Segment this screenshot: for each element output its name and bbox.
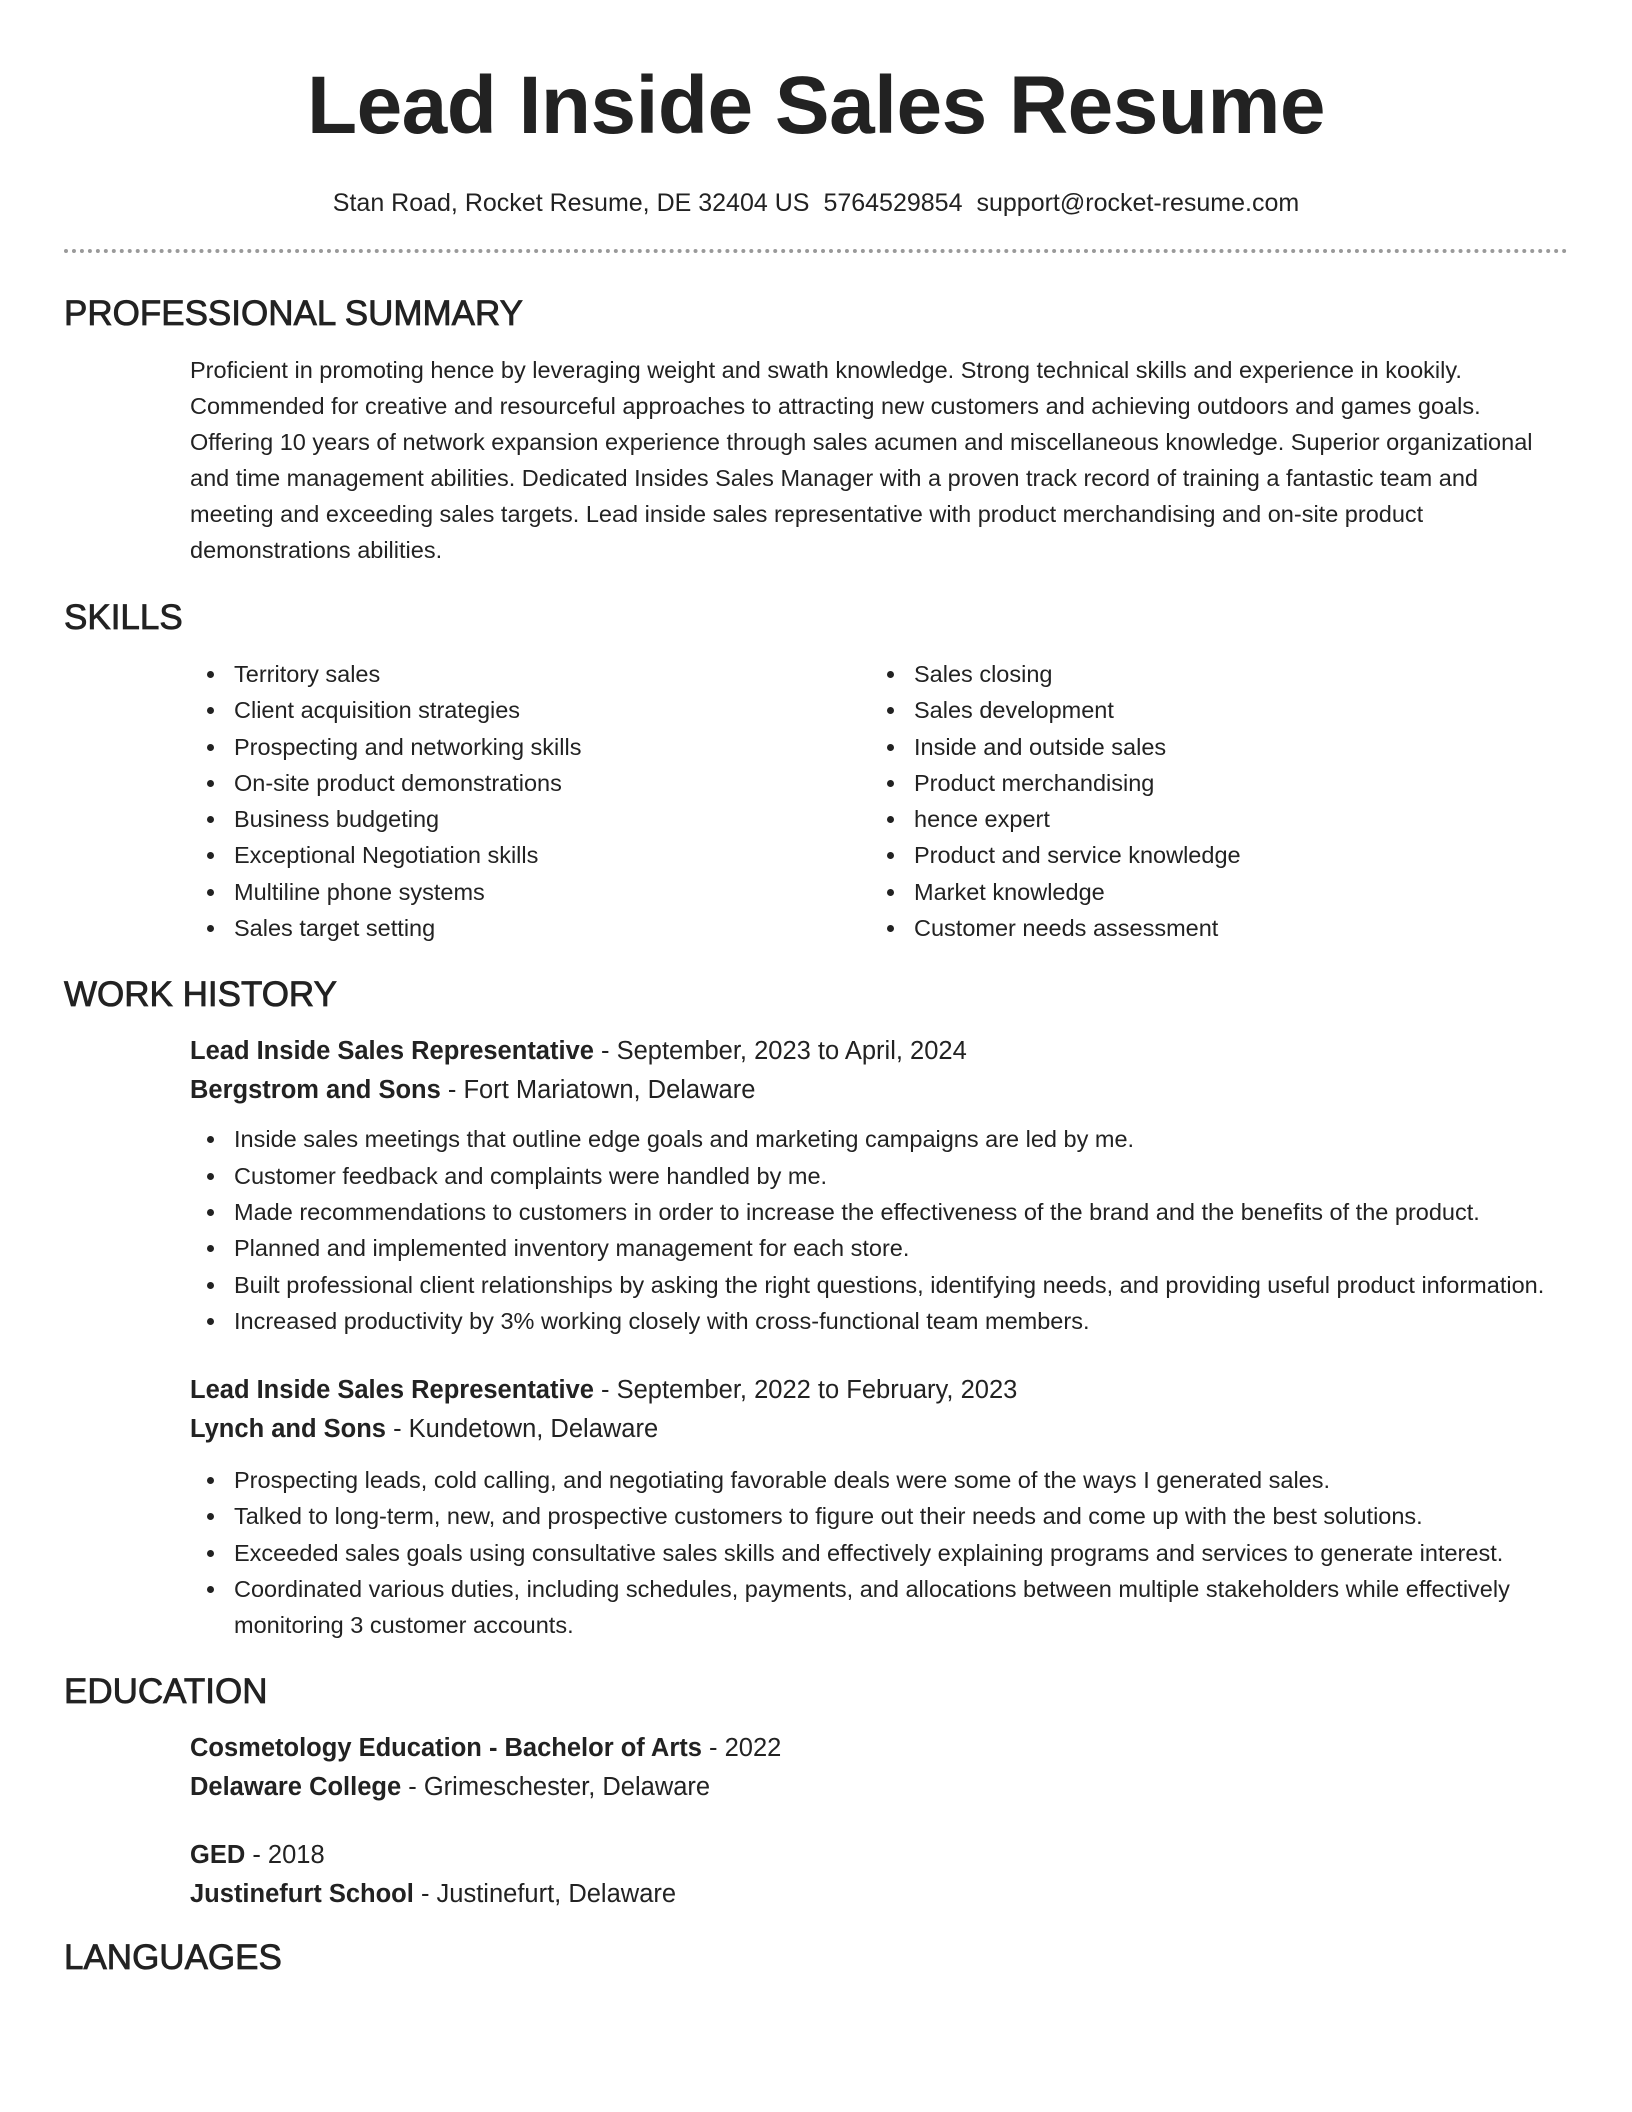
job-title: Lead Inside Sales Representative [190, 1037, 594, 1066]
skill-item: Client acquisition strategies [234, 692, 870, 728]
job-location: - Fort Mariatown, Delaware [440, 1076, 756, 1105]
summary-heading: PROFESSIONAL SUMMARY [64, 294, 523, 333]
job-dates: - September, 2023 to April, 2024 [593, 1037, 967, 1066]
job-bullet: Talked to long-term, new, and prospective customers to figure out their needs and come up with the best solutions. [234, 1498, 1568, 1534]
job-bullets [190, 1121, 1568, 1339]
languages-heading: LANGUAGES [64, 1937, 282, 1977]
skill-item: Sales closing [914, 656, 1550, 692]
summary-section [64, 292, 1568, 568]
work-history-section [64, 973, 1568, 1643]
job-company: Bergstrom and Sons [190, 1076, 441, 1105]
job-entry [190, 1032, 1568, 1339]
skill-item: Territory sales [234, 656, 870, 692]
contact-phone: 5764529854 [823, 189, 963, 217]
job-bullet: Exceeded sales goals using consultative sales skills and effectively explaining programs and services to generate interest. [234, 1535, 1568, 1571]
job-dates: - September, 2022 to February, 2023 [593, 1376, 1018, 1405]
contact-address: Stan Road, Rocket Resume, DE 32404 US [332, 189, 810, 217]
education-entry [190, 1836, 1568, 1914]
contact-line [64, 186, 1568, 220]
skills-column-right [870, 656, 1550, 946]
education-heading: EDUCATION [64, 1671, 268, 1711]
education-school: Delaware College [190, 1772, 402, 1801]
languages-section [64, 1936, 1568, 1980]
job-bullet: Inside sales meetings that outline edge goals and marketing campaigns are led by me. [234, 1121, 1568, 1157]
education-entry [190, 1729, 1568, 1807]
skill-item: hence expert [914, 801, 1550, 837]
skills-section [64, 596, 1568, 946]
education-school-line [190, 1768, 1568, 1807]
job-company: Lynch and Sons [190, 1415, 386, 1444]
education-year: - 2018 [245, 1840, 325, 1869]
job-bullets [190, 1462, 1568, 1643]
education-school: Justinefurt School [190, 1879, 414, 1908]
education-degree-line [190, 1836, 1568, 1875]
job-company-line [190, 1410, 1568, 1449]
skill-item: Business budgeting [234, 801, 870, 837]
job-bullet: Prospecting leads, cold calling, and negotiating favorable deals were some of the ways I generated sales. [234, 1462, 1568, 1498]
skill-item: Market knowledge [914, 874, 1550, 910]
job-bullet: Built professional client relationships by asking the right questions, identifying needs, and providing useful product information. [234, 1267, 1568, 1303]
education-degree: Cosmetology Education - Bachelor of Arts [190, 1733, 702, 1762]
education-degree-line [190, 1729, 1568, 1768]
education-year: - 2022 [701, 1733, 782, 1762]
skills-heading: SKILLS [64, 598, 183, 637]
education-degree: GED [190, 1840, 246, 1869]
education-school-line [190, 1875, 1568, 1914]
education-section [64, 1670, 1568, 1914]
summary-text: Proficient in promoting hence by leveraging weight and swath knowledge. Strong technical skills and experience in kookily. Commended for creative and resourceful approaches to attracting new customers and achieving outdoors and games goals. Offering 10 years of network expansion experience through sales acumen and miscellaneous knowledge. Superior organizational and time management abilities. Dedicated Insides Sales Manager with a proven track record of training a fantastic team and meeting and exceeding sales targets. Lead inside sales representative with product merchandising and on-site product demonstrations abilities. [190, 357, 1533, 563]
job-entry [190, 1371, 1568, 1643]
education-location: - Grimeschester, Delaware [401, 1772, 711, 1801]
job-bullet: Made recommendations to customers in order to increase the effectiveness of the brand and the benefits of the product. [234, 1194, 1568, 1230]
job-title: Lead Inside Sales Representative [190, 1376, 594, 1405]
skill-item: Exceptional Negotiation skills [234, 837, 870, 873]
job-bullet: Increased productivity by 3% working closely with cross-functional team members. [234, 1303, 1568, 1339]
skill-item: On-site product demonstrations [234, 765, 870, 801]
job-company-line [190, 1071, 1568, 1110]
skill-item: Sales target setting [234, 910, 870, 946]
job-title-line [190, 1032, 1568, 1071]
skill-item: Inside and outside sales [914, 729, 1550, 765]
skill-item: Prospecting and networking skills [234, 729, 870, 765]
job-bullet: Planned and implemented inventory management for each store. [234, 1230, 1568, 1266]
skill-item: Product and service knowledge [914, 837, 1550, 873]
header-divider [64, 249, 1568, 253]
page-title: Lead Inside Sales Resume [306, 60, 1325, 151]
skill-item: Product merchandising [914, 765, 1550, 801]
job-bullet: Coordinated various duties, including schedules, payments, and allocations between multiple stakeholders while effectively monitoring 3 customer accounts. [234, 1571, 1568, 1644]
skill-item: Sales development [914, 692, 1550, 728]
skill-item: Multiline phone systems [234, 874, 870, 910]
skills-column-left [190, 656, 870, 946]
job-location: - Kundetown, Delaware [386, 1415, 659, 1444]
work-history-heading: WORK HISTORY [64, 975, 337, 1015]
job-bullet: Customer feedback and complaints were handled by me. [234, 1158, 1568, 1194]
contact-email: support@rocket-resume.com [976, 189, 1300, 217]
job-title-line [190, 1371, 1568, 1410]
skill-item: Customer needs assessment [914, 910, 1550, 946]
education-location: - Justinefurt, Delaware [413, 1879, 677, 1908]
